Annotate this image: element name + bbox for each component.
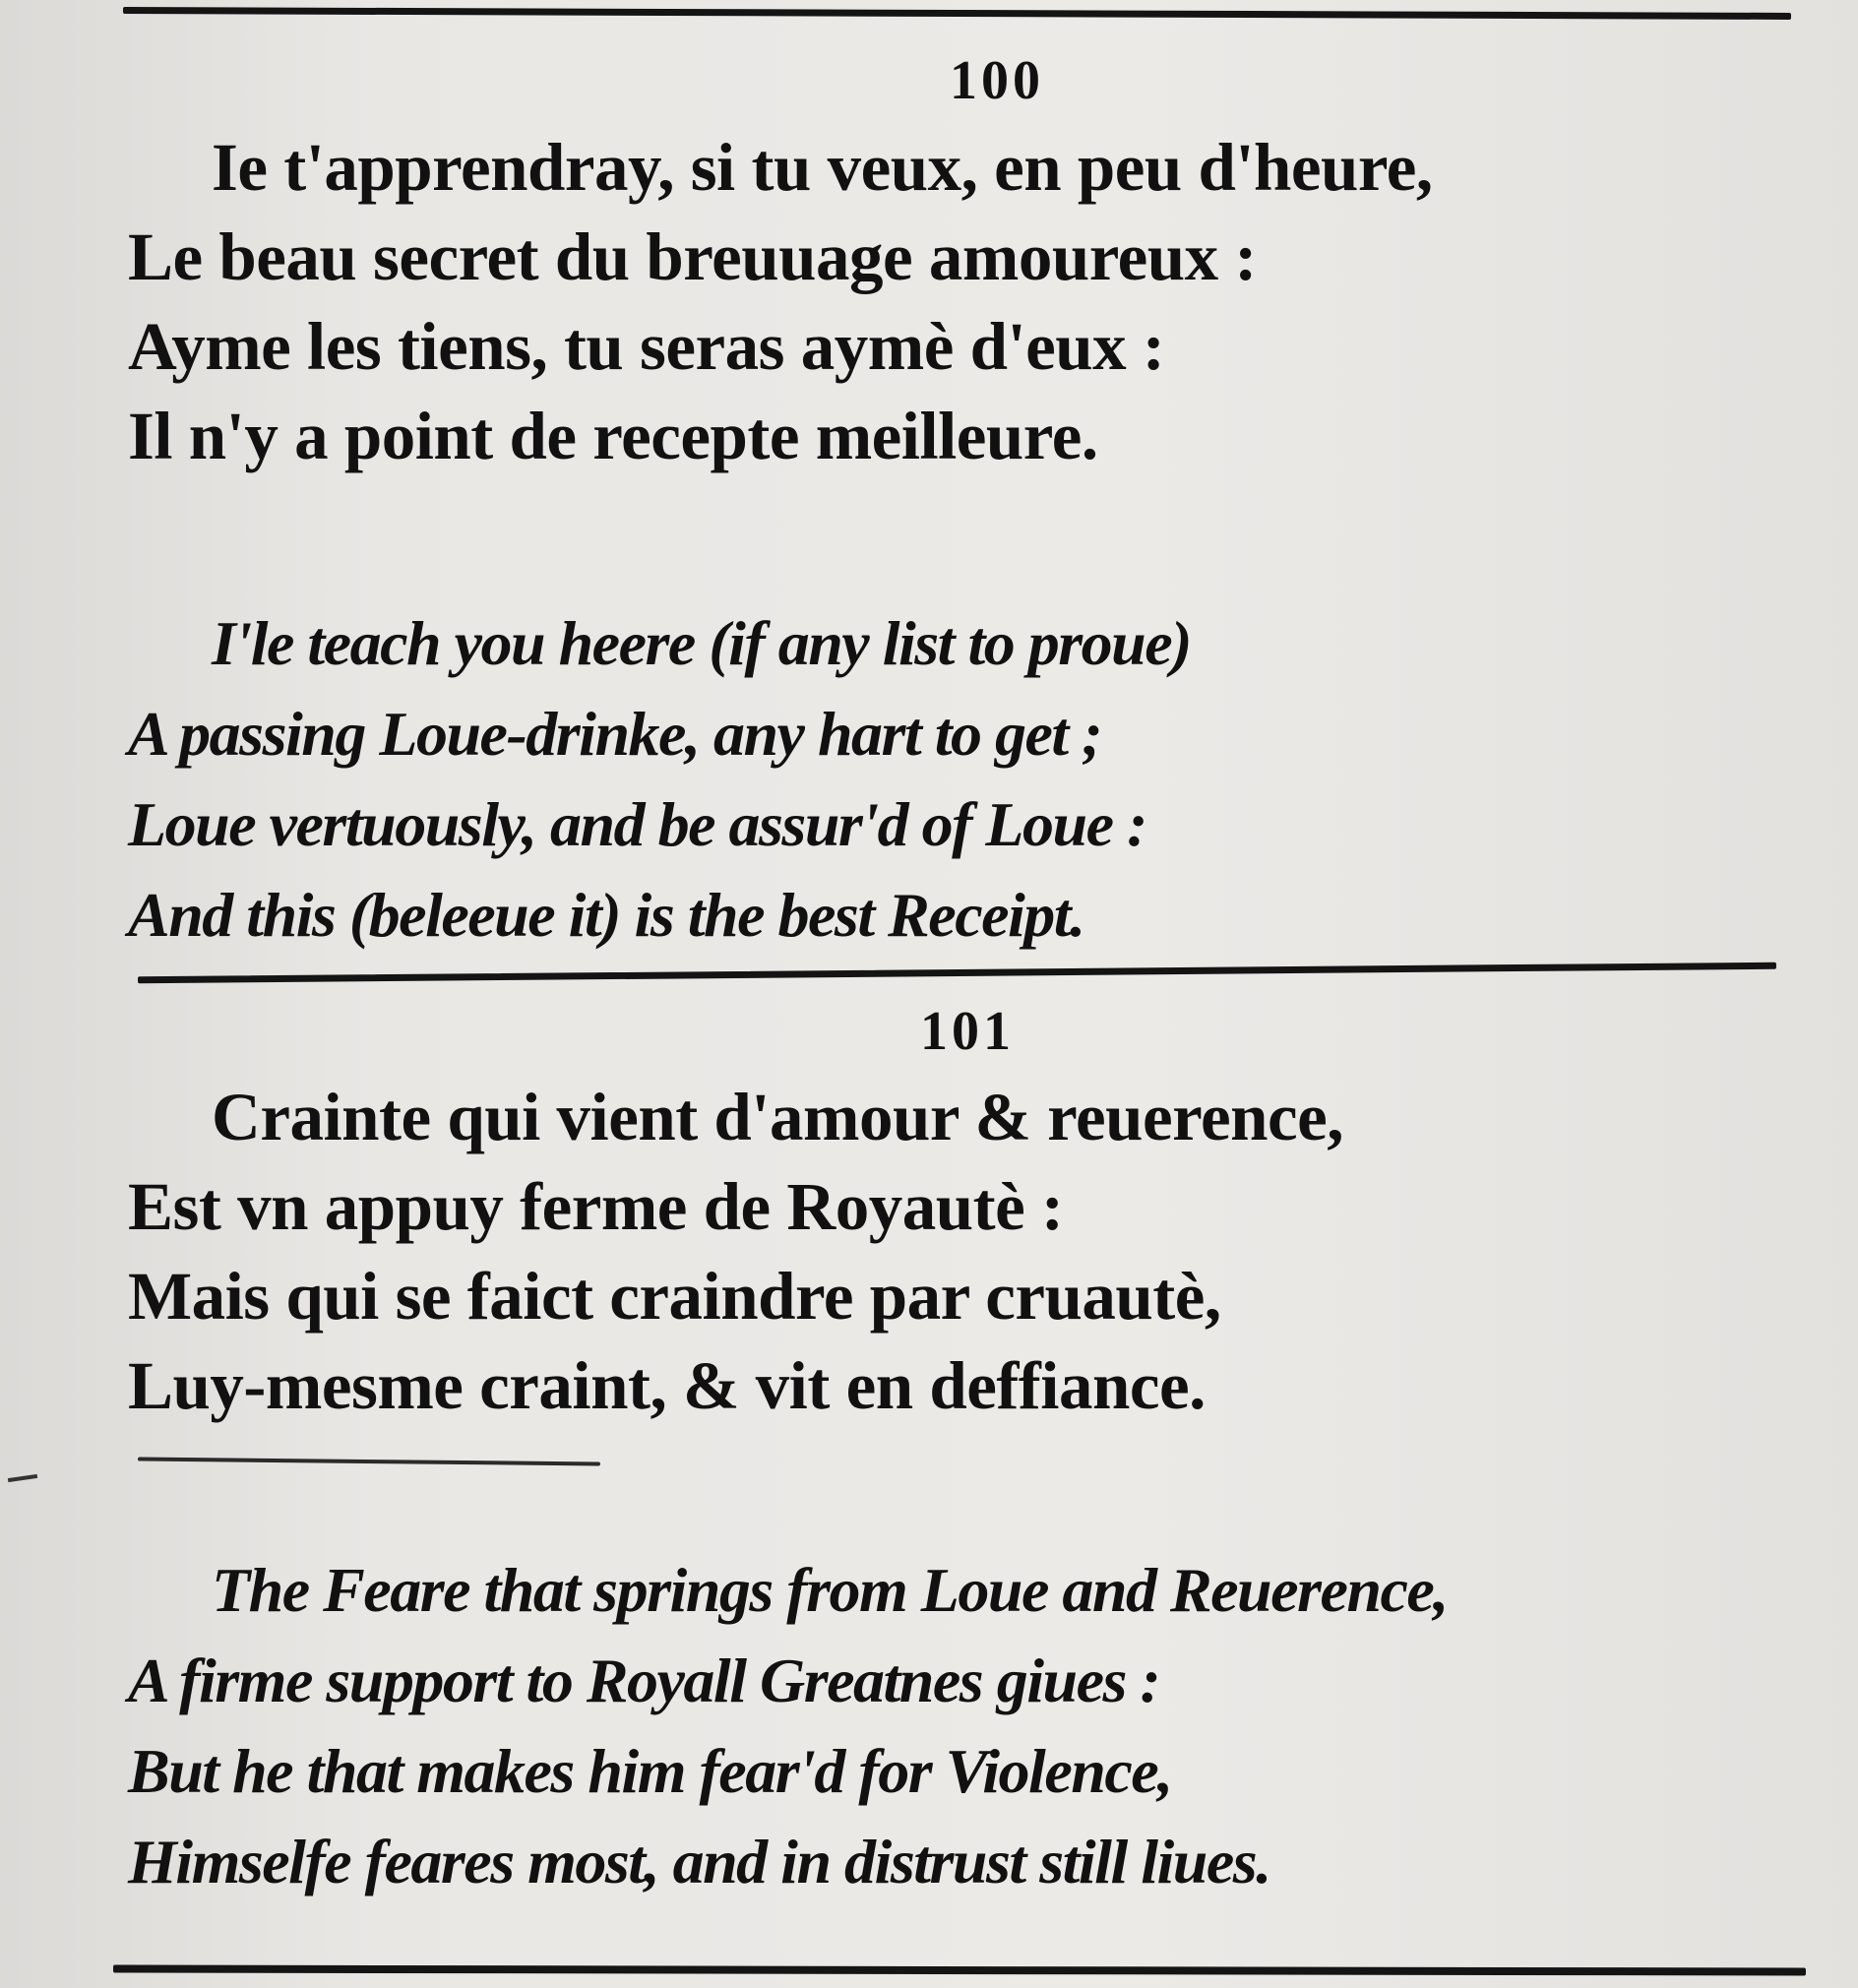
divider-rule-bottom [113,1964,1806,1975]
english-line-1: The Feare that springs from Loue and Reuerence, [212,1555,1448,1625]
english-stanza [0,1545,1858,1907]
english-line-2: A passing Loue-drinke, any hart to get ; [128,699,1101,769]
french-line-3: Mais qui se faict craindre par cruautè, [128,1259,1221,1334]
divider-rule-middle [138,963,1776,984]
epigram-number: 101 [920,1001,1015,1062]
margin-pen-mark [8,1474,37,1482]
divider-rule-top [123,7,1791,20]
english-stanza [0,598,1858,961]
english-line-4: Himselfe feares most, and in distrust still liues. [128,1827,1270,1896]
english-line-1: I'le teach you heere (if any list to proue) [212,608,1191,678]
french-line-4: Luy-mesme craint, & vit en deffiance. [128,1348,1206,1423]
french-line-2: Le beau secret du breuuage amoureux : [128,219,1257,294]
french-stanza [0,1073,1858,1431]
english-line-4: And this (beleeue it) is the best Receipt. [128,880,1084,950]
french-line-1: Crainte qui vient d'amour & reuerence, [212,1080,1344,1154]
english-line-3: Loue vertuously, and be assur'd of Loue : [128,789,1146,859]
french-line-2: Est vn appuy ferme de Royautè : [128,1169,1064,1244]
pen-underline-mark [138,1458,600,1466]
english-line-2: A firme support to Royall Greatnes giues : [128,1646,1160,1715]
epigram-number: 100 [950,50,1044,111]
french-line-3: Ayme les tiens, tu seras aymè d'eux : [128,309,1165,384]
french-stanza [0,123,1858,481]
french-line-4: Il n'y a point de recepte meilleure. [128,399,1098,473]
french-line-1: Ie t'apprendray, si tu veux, en peu d'heure, [212,130,1433,205]
english-line-3: But he that makes him fear'd for Violence, [128,1736,1172,1806]
